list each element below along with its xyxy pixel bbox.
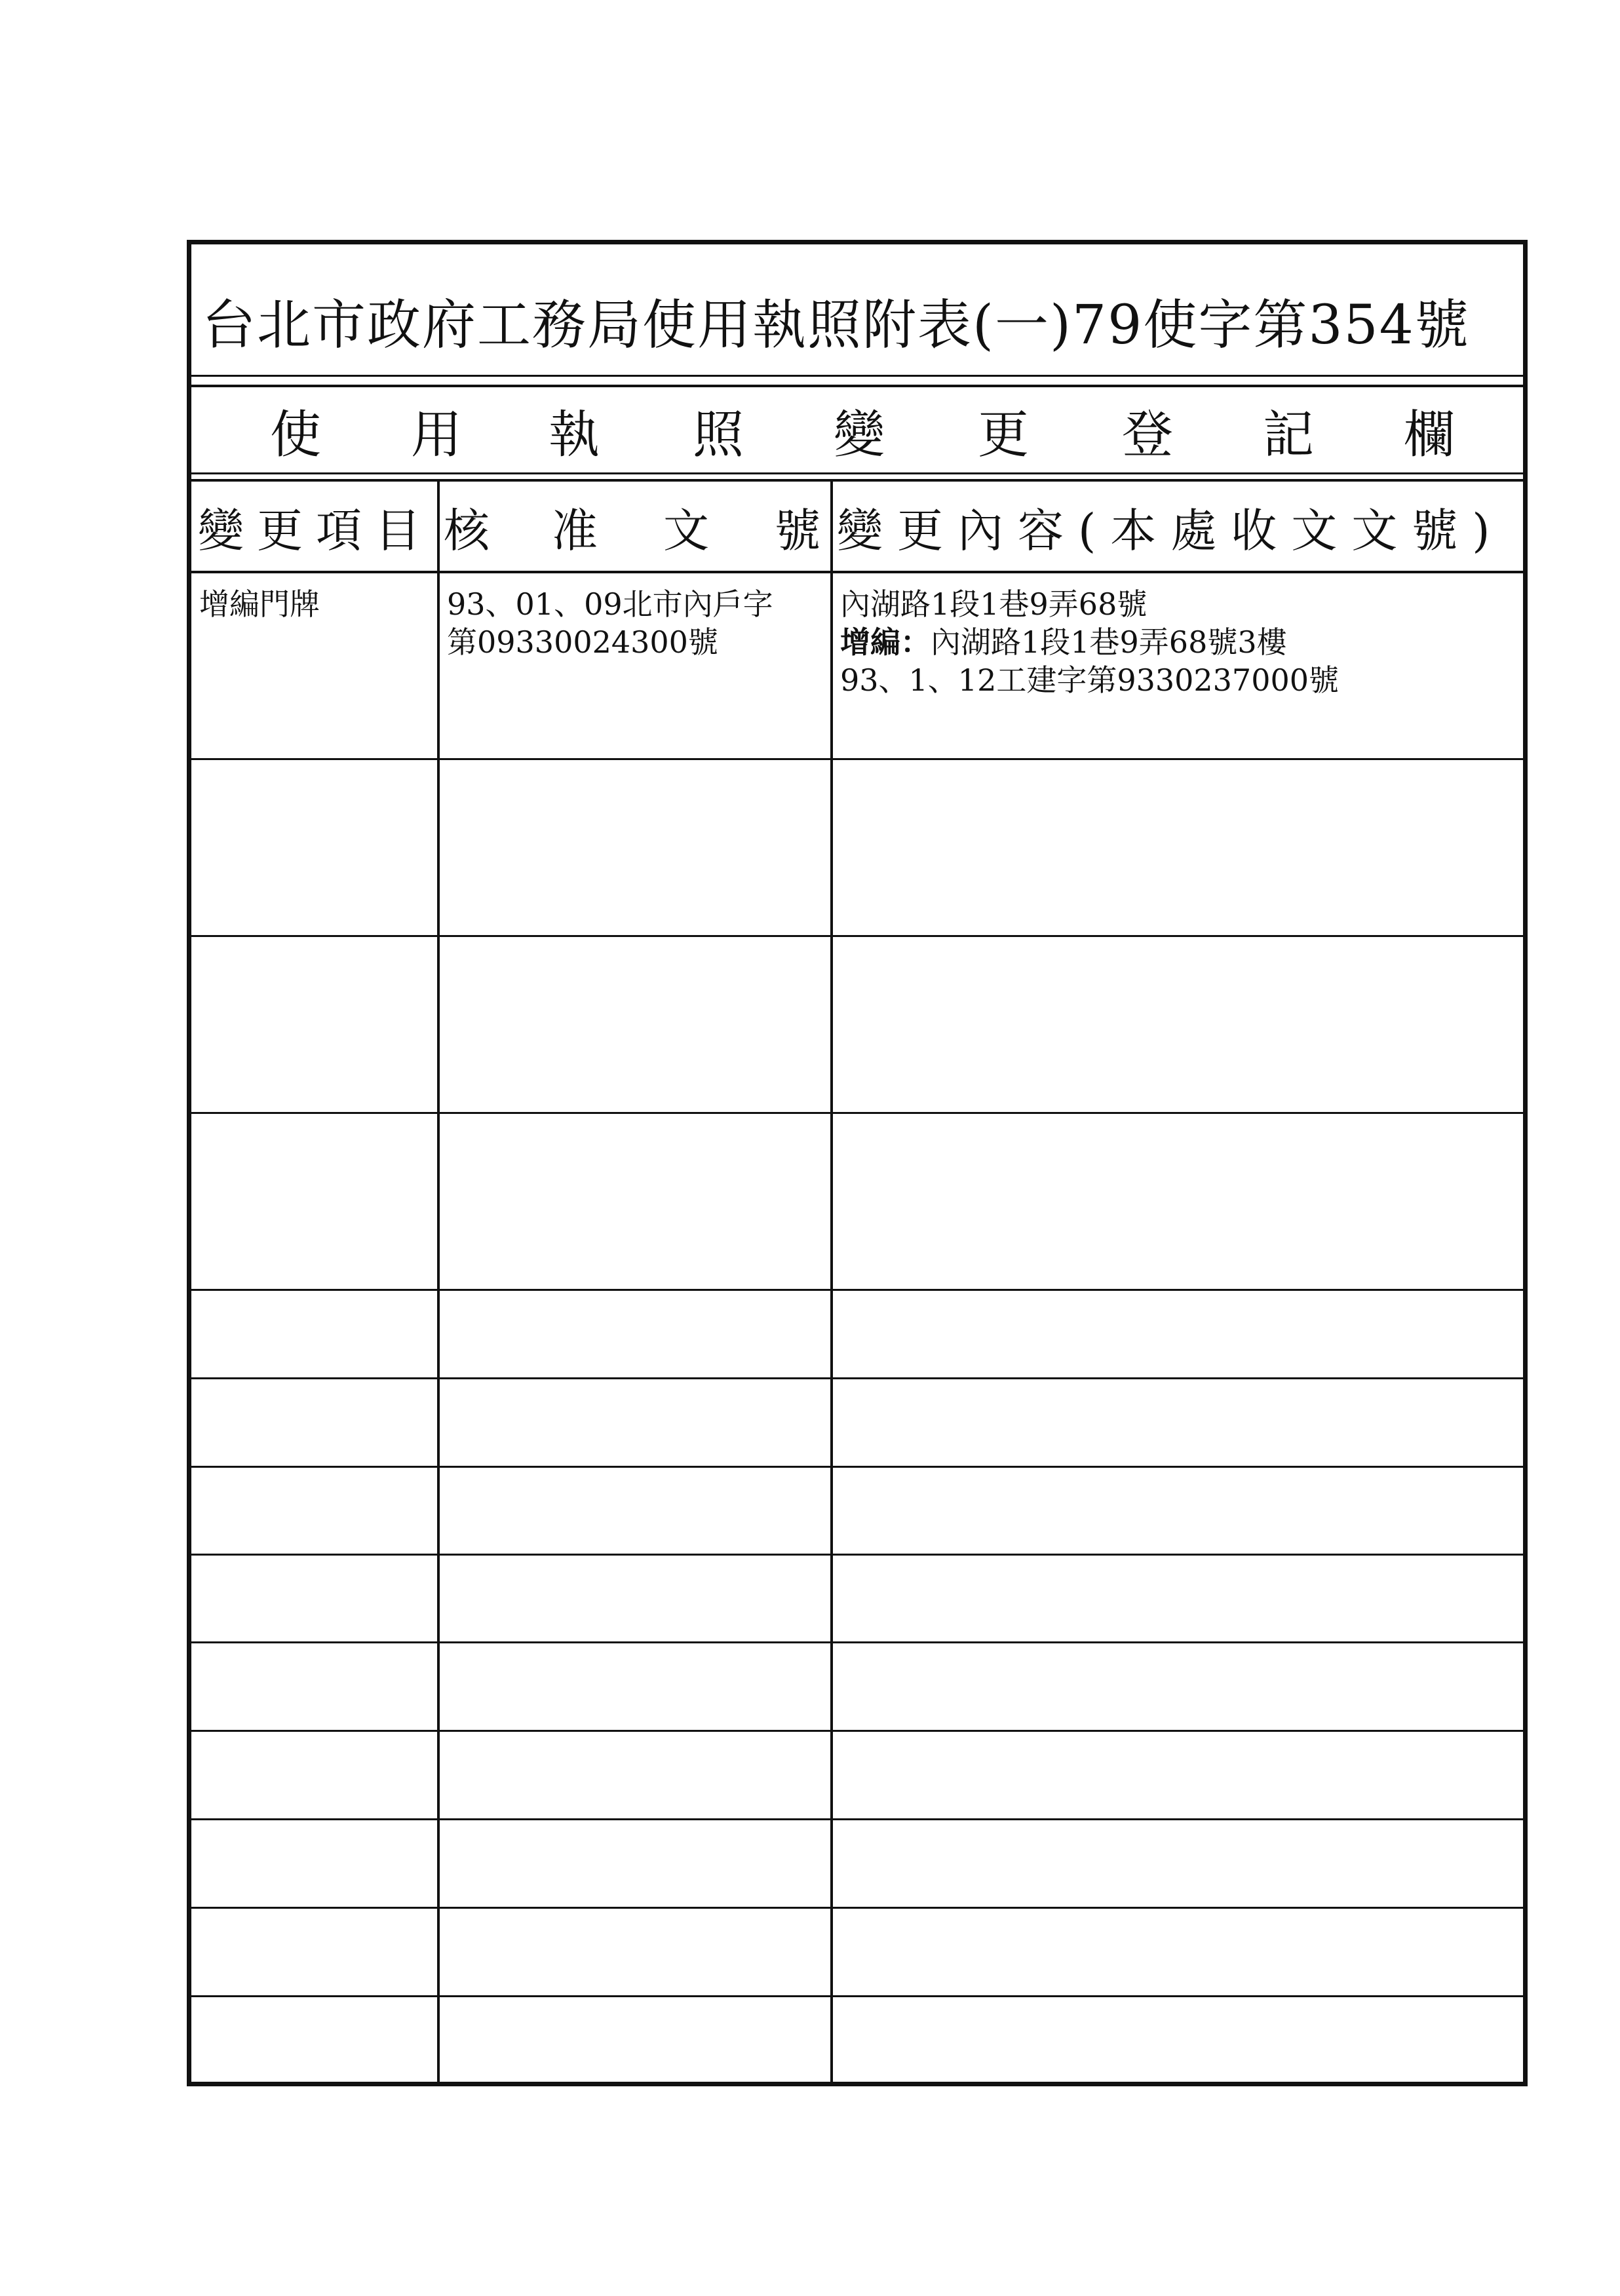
header-char: 變 [198, 504, 244, 558]
header-char: 核 [444, 504, 490, 558]
row1-content-line3: 93、1、12工建字第9330237000號 [840, 662, 1339, 698]
header-change-item [191, 482, 437, 571]
row-divider [191, 935, 1523, 937]
row-divider [191, 1730, 1523, 1732]
banner-char: 使 [270, 406, 322, 465]
header-content-text: 變更內容(本處收文文號) [837, 504, 1505, 558]
row1-content-label: 增編： [840, 624, 931, 660]
row-divider [191, 758, 1523, 760]
row1-change-item: 增編門牌 [199, 586, 320, 622]
banner-char: 登 [1122, 406, 1174, 465]
row1-approval-line1: 93、01、09北市內戶字 [447, 586, 773, 622]
header-char: 目 [375, 504, 421, 558]
header-char: 文 [663, 504, 709, 558]
banner-char: 變 [834, 406, 885, 465]
header-char: 號 [775, 504, 820, 558]
banner-char: 記 [1263, 406, 1315, 465]
banner-char: 欄 [1404, 406, 1456, 465]
row-divider [191, 1466, 1523, 1468]
form-title: 台北市政府工務局使用執照附表(一)79使字第354號 [202, 294, 1470, 356]
column-divider [830, 482, 833, 2082]
banner-char: 更 [978, 406, 1030, 465]
title-row [191, 244, 1523, 387]
column-header-row [191, 482, 1523, 573]
row-divider [191, 1907, 1523, 1909]
banner-row [191, 387, 1523, 482]
row-divider [191, 1289, 1523, 1291]
row-divider [191, 1641, 1523, 1643]
row-divider [191, 1377, 1523, 1379]
banner-char: 執 [549, 406, 600, 465]
row-divider [191, 1995, 1523, 1997]
row1-content-line2 [840, 623, 1287, 661]
row1-approval-line2: 第09330024300號 [447, 624, 718, 660]
banner-char: 照 [693, 406, 744, 465]
row-divider [191, 1112, 1523, 1114]
row-divider [191, 1818, 1523, 1820]
column-divider [437, 482, 440, 2082]
header-change-content [830, 482, 1525, 571]
usage-permit-change-form [187, 240, 1528, 2086]
row1-content-address: 內湖路1段1巷9弄68號3樓 [931, 624, 1287, 660]
header-char: 准 [552, 504, 598, 558]
header-char: 更 [257, 504, 303, 558]
header-char: 項 [316, 504, 362, 558]
banner-char: 用 [411, 406, 463, 465]
row1-content-line1: 內湖路1段1巷9弄68號 [840, 586, 1148, 622]
row-divider [191, 1554, 1523, 1556]
header-approval-number [437, 482, 830, 571]
